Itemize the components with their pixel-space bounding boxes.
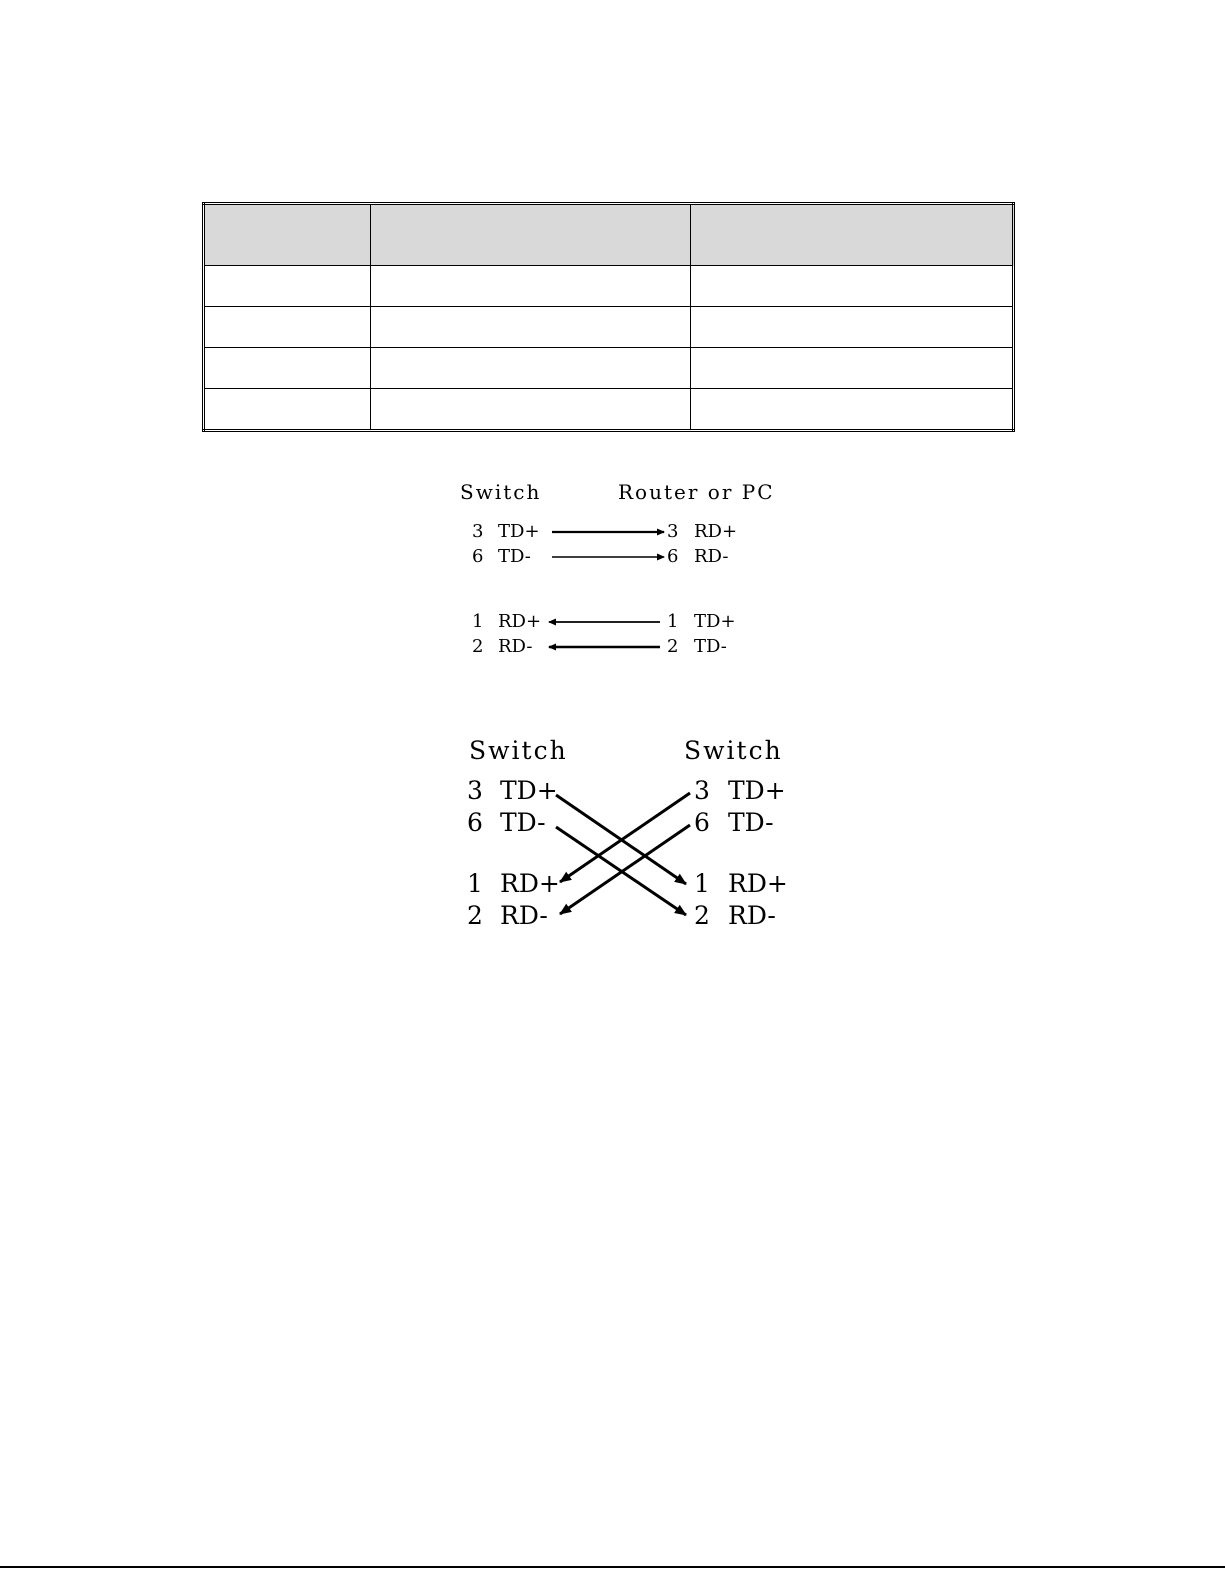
left-pin-signal: RD+	[500, 869, 560, 898]
right-pin-number: 3	[667, 521, 679, 542]
table-cell	[204, 389, 371, 431]
left-pin-signal: RD+	[498, 611, 542, 632]
table-cell	[691, 348, 1014, 389]
table-row	[204, 348, 1014, 389]
left-pin-number: 1	[467, 869, 483, 898]
left-pin-number: 3	[467, 776, 483, 805]
table-cell	[204, 307, 371, 348]
left-pin-signal: RD-	[498, 636, 533, 657]
table-header-row	[204, 204, 1014, 266]
table-header-cell	[204, 204, 371, 266]
table-cell	[371, 389, 691, 431]
crossover-diagram	[440, 725, 820, 940]
left-pin-number: 2	[472, 636, 484, 657]
left-pin-signal: TD+	[500, 776, 558, 805]
table-cell	[204, 348, 371, 389]
right-pin-number: 6	[667, 546, 679, 567]
right-pin-number: 2	[667, 636, 679, 657]
table-header-cell	[691, 204, 1014, 266]
right-pin-signal: RD-	[728, 901, 776, 930]
left-pin-number: 6	[472, 546, 484, 567]
left-pin-number: 1	[472, 611, 484, 632]
left-pin-signal: TD-	[498, 546, 531, 567]
left-pin-number: 3	[472, 521, 484, 542]
table-cell	[371, 348, 691, 389]
left-pin-signal: TD+	[498, 521, 540, 542]
right-device-title: Router or PC	[618, 480, 775, 504]
right-pin-number: 2	[694, 901, 710, 930]
table-cell	[371, 266, 691, 307]
page-footer-rule	[0, 1566, 1225, 1568]
right-pin-number: 6	[694, 808, 710, 837]
straight-through-diagram	[440, 470, 820, 670]
table-cell	[691, 389, 1014, 431]
right-pin-signal: TD-	[694, 636, 727, 657]
left-pin-signal: RD-	[500, 901, 548, 930]
table-row	[204, 389, 1014, 431]
right-device-title: Switch	[684, 736, 783, 765]
table-cell	[371, 307, 691, 348]
left-device-title: Switch	[460, 480, 542, 504]
table-cell	[204, 266, 371, 307]
left-pin-number: 2	[467, 901, 483, 930]
left-pin-number: 6	[467, 808, 483, 837]
right-pin-number: 3	[694, 776, 710, 805]
right-pin-signal: RD+	[728, 869, 788, 898]
table-row	[204, 307, 1014, 348]
right-pin-signal: TD-	[728, 808, 774, 837]
left-pin-signal: TD-	[500, 808, 546, 837]
right-pin-signal: TD+	[728, 776, 786, 805]
right-pin-number: 1	[694, 869, 710, 898]
right-pin-signal: TD+	[694, 611, 736, 632]
right-pin-signal: RD-	[694, 546, 729, 567]
table-row	[204, 266, 1014, 307]
left-device-title: Switch	[469, 736, 568, 765]
table-cell	[691, 307, 1014, 348]
right-pin-signal: RD+	[694, 521, 738, 542]
right-pin-number: 1	[667, 611, 679, 632]
pin-assignment-table	[202, 202, 1015, 432]
table-header-cell	[371, 204, 691, 266]
table-cell	[691, 266, 1014, 307]
